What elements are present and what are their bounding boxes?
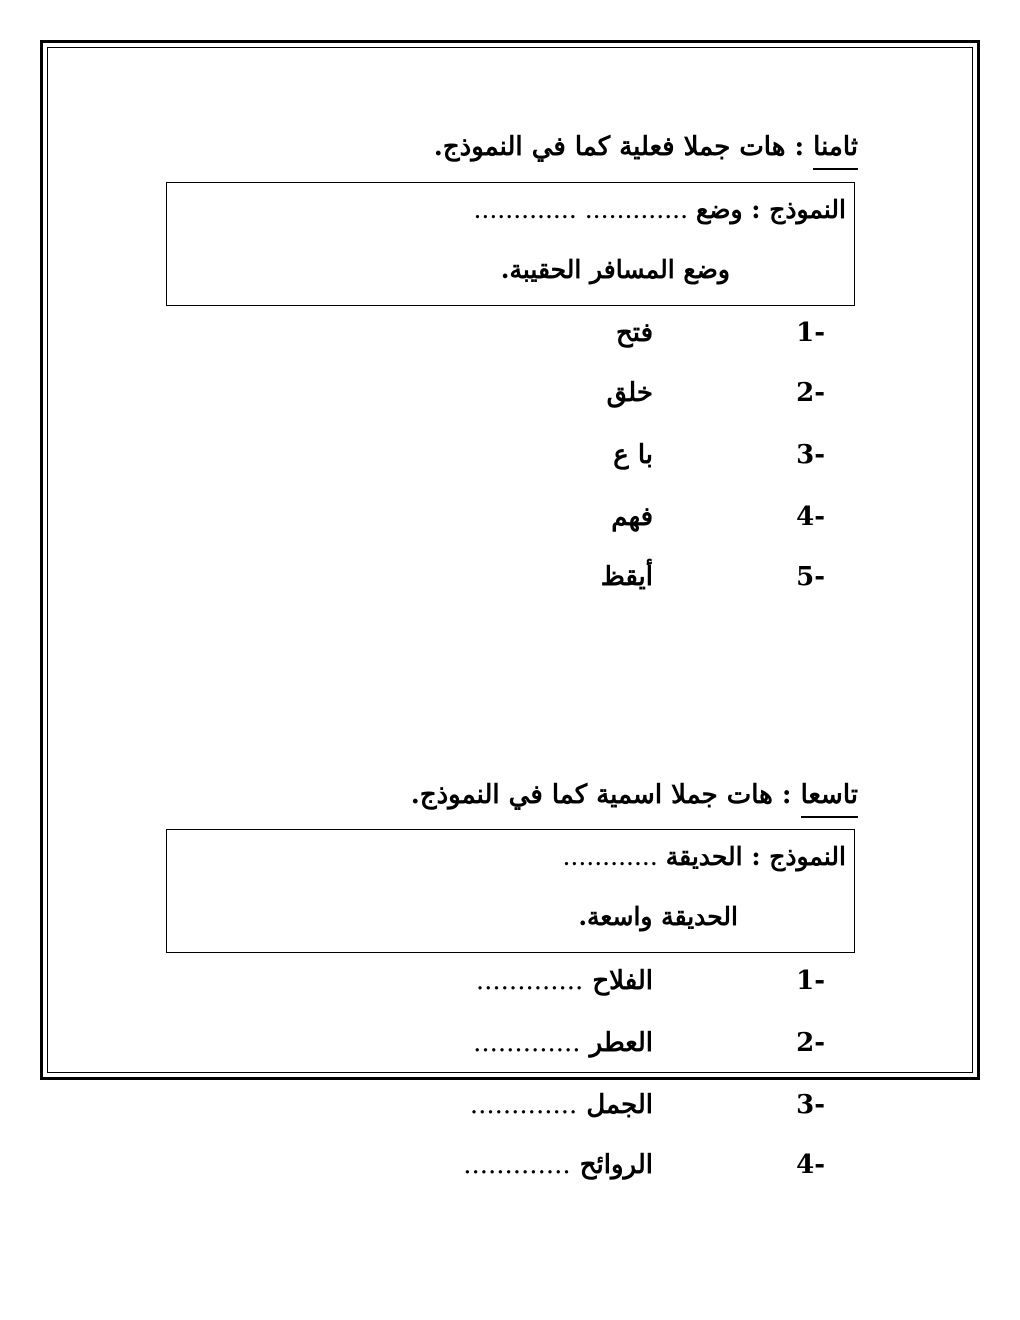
section8-model-box <box>166 182 855 306</box>
section8-model-label: النموذج : وضع <box>696 195 846 224</box>
section8-model-example: وضع المسافر الحقيبة. <box>500 255 730 284</box>
item-word-with-blank <box>470 1090 653 1120</box>
item-number: 2- <box>796 378 825 408</box>
item-word-with-blank <box>463 1150 653 1180</box>
item-word-with-blank <box>473 1028 653 1058</box>
item-number: 1- <box>796 318 825 348</box>
blank-dots: ............. <box>469 1090 578 1120</box>
section9-instruction: : هات جملا اسمية كما في النموذج. <box>410 780 801 810</box>
section9-model-example: الحديقة واسعة. <box>578 902 738 931</box>
item-number: 3- <box>796 440 825 470</box>
section9-model-line <box>562 842 846 871</box>
item-word: با ع <box>613 440 653 470</box>
item-word: الروائح <box>579 1150 653 1180</box>
item-number: 4- <box>796 1150 825 1180</box>
item-number: 5- <box>796 562 825 592</box>
item-word: فهم <box>611 502 653 532</box>
section8-model-line <box>473 195 846 224</box>
section8-model-dots: ............. ............. <box>473 195 689 224</box>
item-word-with-blank <box>476 966 653 996</box>
section9-heading <box>411 780 858 818</box>
section9-label: تاسعا <box>801 780 858 818</box>
item-number: 4- <box>796 502 825 532</box>
section8-instruction: : هات جملا فعلية كما في النموذج. <box>433 132 814 162</box>
item-word: الفلاح <box>592 966 653 996</box>
item-word: العطر <box>589 1028 653 1058</box>
section9-model-label: النموذج : الحديقة <box>665 842 846 871</box>
item-word: خلق <box>606 378 653 408</box>
blank-dots: ............. <box>473 1028 581 1058</box>
section8-heading <box>434 132 858 170</box>
section9-model-dots: ............ <box>562 842 658 871</box>
blank-dots: ............. <box>475 966 584 996</box>
item-word: أيقظ <box>600 562 653 592</box>
item-number: 3- <box>796 1090 825 1120</box>
section9-model-box <box>166 829 855 953</box>
item-word: فتح <box>615 318 653 348</box>
item-word: الجمل <box>586 1090 653 1120</box>
section8-label: ثامنا <box>813 132 858 170</box>
item-number: 1- <box>796 966 825 996</box>
blank-dots: ............. <box>463 1150 571 1180</box>
item-number: 2- <box>796 1028 825 1058</box>
